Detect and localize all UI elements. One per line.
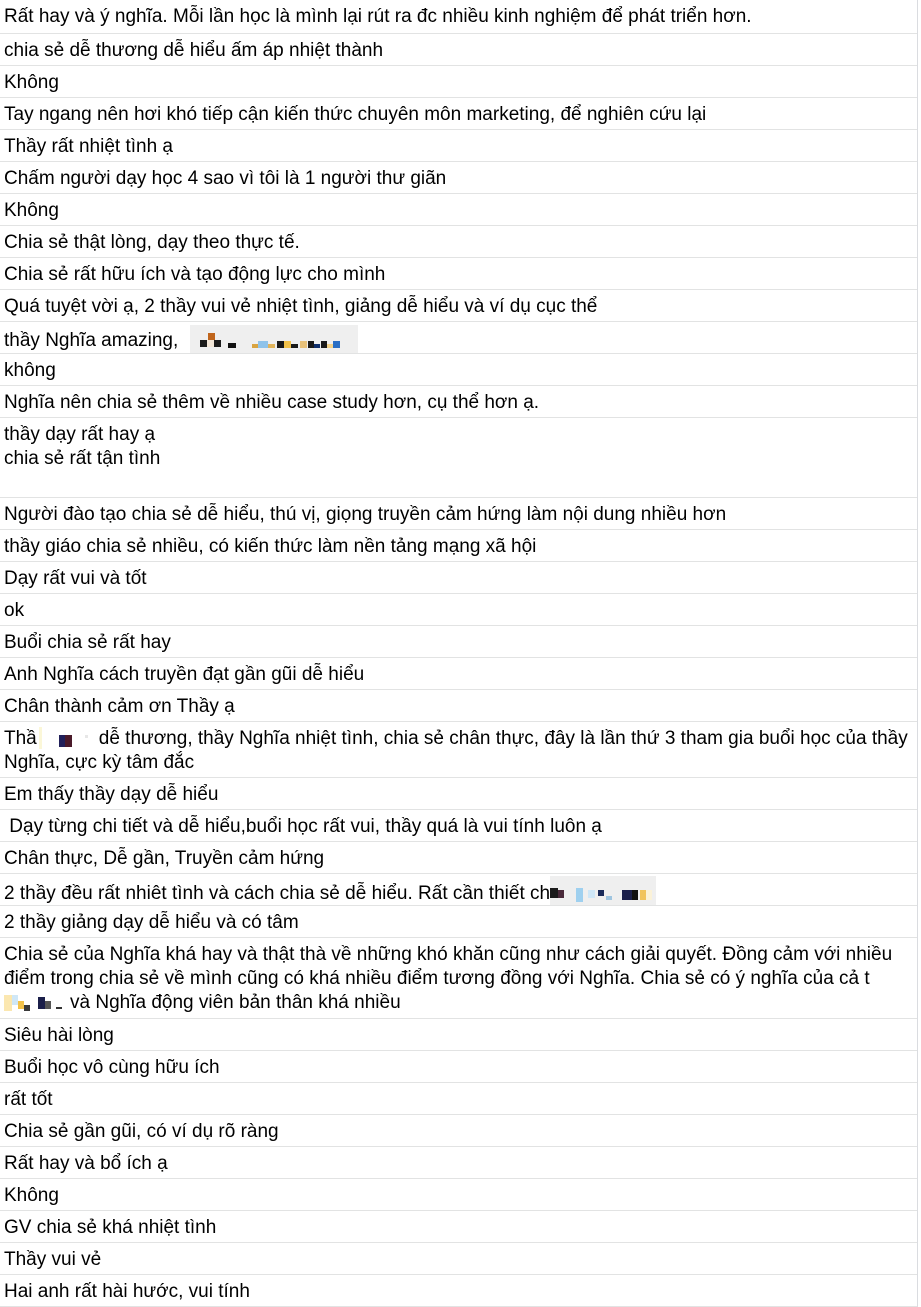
cell-text: thầy dạy rất hay ạ	[4, 424, 156, 445]
cell-text: và Nghĩa động viên bản thân khá nhiều	[70, 992, 401, 1013]
feedback-cell[interactable]	[0, 658, 917, 690]
feedback-cell[interactable]	[0, 842, 917, 874]
feedback-cell[interactable]	[0, 290, 917, 322]
redacted-pixelated-text	[190, 325, 358, 353]
feedback-cell[interactable]	[0, 722, 917, 778]
cell-text: thầy giáo chia sẻ nhiều, có kiến thức làm nền tảng mạng xã hội	[4, 536, 537, 557]
cell-text: Anh Nghĩa cách truyền đạt gần gũi dễ hiểu	[4, 664, 365, 685]
cell-text: Rất hay và bổ ích ạ	[4, 1153, 168, 1174]
cell-text: Chấm người dạy học 4 sao vì tôi là 1 người thư giãn	[4, 168, 447, 189]
feedback-cell[interactable]	[0, 322, 917, 354]
cell-text: không	[4, 360, 56, 381]
cell-text: Người đào tạo chia sẻ dễ hiểu, thú vị, giọng truyền cảm hứng làm nội dung nhiều hơn	[4, 504, 727, 525]
cell-text: Dạy rất vui và tốt	[4, 568, 147, 589]
cell-text: Em thấy thầy dạy dễ hiểu	[4, 784, 219, 805]
feedback-cell[interactable]	[0, 1179, 917, 1211]
cell-text: Buổi chia sẻ rất hay	[4, 632, 171, 653]
cell-text: Hai anh rất hài hước, vui tính	[4, 1281, 250, 1302]
feedback-cell[interactable]	[0, 1243, 917, 1275]
feedback-cell[interactable]	[0, 226, 917, 258]
cell-text: thầy Nghĩa amazing,	[4, 330, 179, 352]
cell-text: Quá tuyệt vời ạ, 2 thầy vui vẻ nhiệt tình, giảng dễ hiểu và ví dụ cục thể	[4, 296, 598, 317]
feedback-cell[interactable]	[0, 530, 917, 562]
redacted-pixelated-text	[550, 876, 656, 906]
feedback-cell[interactable]	[0, 810, 917, 842]
feedback-cell[interactable]	[0, 778, 917, 810]
feedback-cell[interactable]	[0, 162, 917, 194]
cell-text: Chia sẻ thật lòng, dạy theo thực tế.	[4, 232, 300, 253]
feedback-cell[interactable]	[0, 938, 917, 1019]
cell-text: Không	[4, 200, 59, 221]
feedback-cell[interactable]	[0, 1211, 917, 1243]
cell-text: dễ thương, thầy Nghĩa nhiệt tình, chia sẻ chân thực, đây là lần thứ 3 tham gia buổi học của thầy Nghĩa, cực kỳ tâm đắc	[4, 728, 908, 773]
feedback-cell[interactable]	[0, 0, 917, 34]
feedback-cell[interactable]	[0, 194, 917, 226]
feedback-cell[interactable]	[0, 690, 917, 722]
cell-text: GV chia sẻ khá nhiệt tình	[4, 1217, 217, 1238]
cell-text: Dạy từng chi tiết và dễ hiểu,buổi học rất vui, thầy quá là vui tính luôn ạ	[4, 816, 602, 837]
redacted-pixelated-text	[4, 991, 66, 1013]
pixelation-mask	[190, 325, 358, 353]
cell-text: Không	[4, 72, 59, 93]
cell-text: Chia sẻ của Nghĩa khá hay và thật thà về những khó khăn cũng như cách giải quyết. Đồng cảm với nhiều điểm trong chia sẻ về mình cũng có khá nhiều điểm tương đồng với Nghĩa. Chia sẻ có ý nghĩa của cả t	[4, 944, 893, 989]
cell-text: Thầy vui vẻ	[4, 1249, 102, 1270]
cell-text: Siêu hài lòng	[4, 1025, 114, 1046]
feedback-cell[interactable]	[0, 130, 917, 162]
feedback-cell[interactable]	[0, 98, 917, 130]
cell-text: Không	[4, 1185, 59, 1206]
cell-text: chia sẻ dễ thương dễ hiểu ấm áp nhiệt thành	[4, 40, 384, 61]
cell-text: Chân thành cảm ơn Thầy ạ	[4, 696, 235, 717]
feedback-cell[interactable]	[0, 386, 917, 418]
cell-text: rất tốt	[4, 1089, 53, 1110]
pixelation-mask	[550, 876, 656, 906]
cell-text: Buổi học vô cùng hữu ích	[4, 1057, 220, 1078]
cell-text: ok	[4, 600, 25, 621]
pixelation-mask	[37, 727, 93, 749]
feedback-cell[interactable]	[0, 874, 917, 906]
feedback-cell[interactable]	[0, 498, 917, 530]
feedback-cell[interactable]	[0, 34, 917, 66]
feedback-cell[interactable]	[0, 1051, 917, 1083]
cell-text: Chia sẻ rất hữu ích và tạo động lực cho mình	[4, 264, 386, 285]
cell-text: Chân thực, Dễ gần, Truyền cảm hứng	[4, 848, 325, 869]
feedback-cell[interactable]	[0, 354, 917, 386]
feedback-cell[interactable]	[0, 1115, 917, 1147]
cell-text: 2 thầy đều rất nhiêt tình và cách chia sẻ dễ hiểu. Rất cần thiết ch	[4, 883, 551, 905]
feedback-cell[interactable]	[0, 258, 917, 290]
redacted-pixelated-text	[37, 727, 93, 749]
cell-text: chia sẻ rất tận tình	[4, 448, 161, 469]
cell-text: Thầy rất nhiệt tình ạ	[4, 136, 173, 157]
pixelation-mask	[4, 991, 66, 1013]
feedback-cell[interactable]	[0, 418, 917, 498]
feedback-cell[interactable]	[0, 594, 917, 626]
feedback-cell[interactable]	[0, 626, 917, 658]
cell-text: Nghĩa nên chia sẻ thêm về nhiều case study hơn, cụ thể hơn ạ.	[4, 392, 540, 413]
feedback-cell[interactable]	[0, 1083, 917, 1115]
feedback-cell[interactable]	[0, 66, 917, 98]
feedback-cell[interactable]	[0, 562, 917, 594]
cell-text: Tay ngang nên hơi khó tiếp cận kiến thức chuyên môn marketing, để nghiên cứu lại	[4, 104, 707, 125]
feedback-cell[interactable]	[0, 1019, 917, 1051]
cell-text: Rất hay và ý nghĩa. Mỗi lần học là mình lại rút ra đc nhiều kinh nghiệm để phát triển hơn.	[4, 6, 752, 27]
cell-text: Chia sẻ gần gũi, có ví dụ rõ ràng	[4, 1121, 279, 1142]
cell-text: 2 thầy giảng dạy dễ hiểu và có tâm	[4, 912, 299, 933]
feedback-cell[interactable]	[0, 906, 917, 938]
feedback-cell[interactable]	[0, 1275, 917, 1307]
cell-text: Thầ	[4, 728, 37, 749]
feedback-cell[interactable]	[0, 1147, 917, 1179]
